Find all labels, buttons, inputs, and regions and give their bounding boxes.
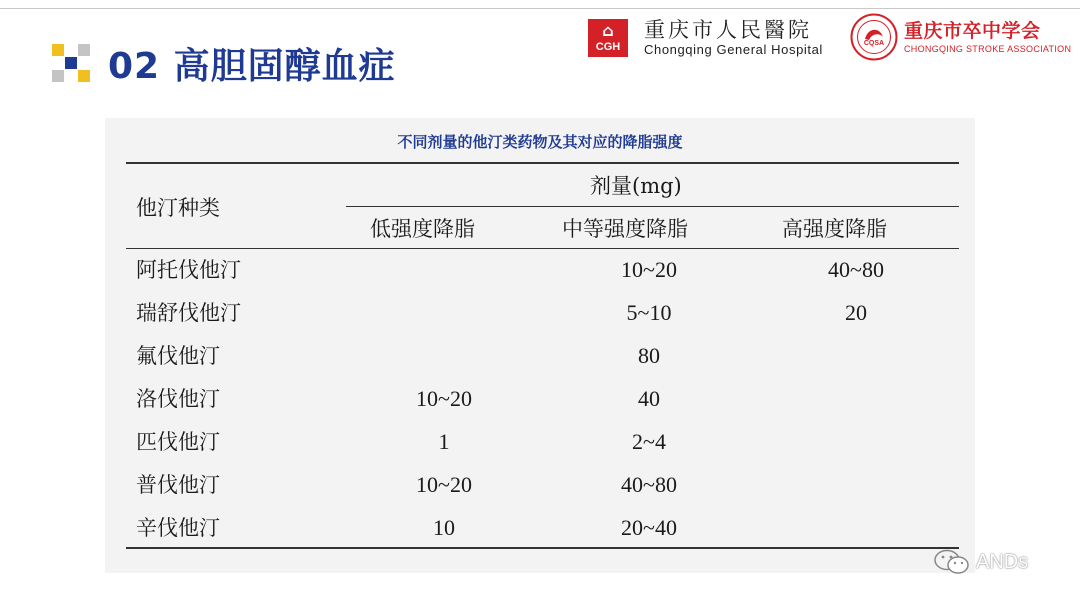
drug-name-cell: 氟伐他汀 <box>136 344 220 368</box>
column-header-low: 低强度降脂 <box>370 217 475 241</box>
row-header: 他汀种类 <box>136 196 220 220</box>
hospital-name-en: Chongqing General Hospital <box>644 42 823 57</box>
dose-low-cell: 10~20 <box>416 386 472 411</box>
title-bullet-icon <box>52 44 92 82</box>
column-header-high: 高强度降脂 <box>782 217 887 241</box>
csa-seal-icon <box>850 13 898 61</box>
dose-mid-cell: 2~4 <box>632 429 666 454</box>
svg-text:CQSA: CQSA <box>863 40 885 47</box>
column-header-mid: 中等强度降脂 <box>562 217 688 241</box>
csa-logo <box>850 13 1071 61</box>
group-header: 剂量(mg) <box>590 174 682 198</box>
top-divider <box>0 8 1080 9</box>
cgh-logo <box>588 18 823 57</box>
table-bottom-rule <box>126 547 959 549</box>
dose-low-cell: 1 <box>438 429 450 454</box>
wechat-icon <box>932 548 972 576</box>
drug-name-cell: 普伐他汀 <box>136 473 220 497</box>
dose-mid-cell: 40~80 <box>621 472 677 497</box>
statin-dosage-table <box>126 162 959 549</box>
association-name-en: CHONGQING STROKE ASSOCIATION <box>904 43 1072 54</box>
cgh-logo-icon: ⌂ CGH <box>588 19 628 57</box>
slide-title: 02 高胆固醇血症 <box>108 46 396 87</box>
group-header-rule <box>346 206 959 207</box>
dose-mid-cell: 10~20 <box>621 257 677 282</box>
table-caption: 不同剂量的他汀类药物及其对应的降脂强度 <box>397 133 683 151</box>
drug-name-cell: 辛伐他汀 <box>136 516 220 540</box>
dose-mid-cell: 80 <box>638 343 660 368</box>
header-bottom-rule <box>126 248 959 249</box>
drug-name-cell: 匹伐他汀 <box>136 430 220 454</box>
table-top-rule <box>126 162 959 164</box>
watermark-text: ANDs <box>976 550 1029 573</box>
dose-mid-cell: 20~40 <box>621 515 677 540</box>
dose-mid-cell: 40 <box>638 386 660 411</box>
drug-name-cell: 阿托伐他汀 <box>136 258 241 282</box>
drug-name-cell: 瑞舒伐他汀 <box>136 301 241 325</box>
watermark <box>932 548 1028 576</box>
association-name-cn: 重庆市卒中学会 <box>904 19 1041 42</box>
dose-high-cell: 20 <box>845 300 867 325</box>
dose-low-cell: 10 <box>433 515 455 540</box>
dose-mid-cell: 5~10 <box>626 300 672 325</box>
dose-high-cell: 40~80 <box>828 257 884 282</box>
drug-name-cell: 洛伐他汀 <box>136 387 220 411</box>
dose-low-cell: 10~20 <box>416 472 472 497</box>
hospital-name-cn: 重庆市人民醫院 <box>644 18 812 42</box>
